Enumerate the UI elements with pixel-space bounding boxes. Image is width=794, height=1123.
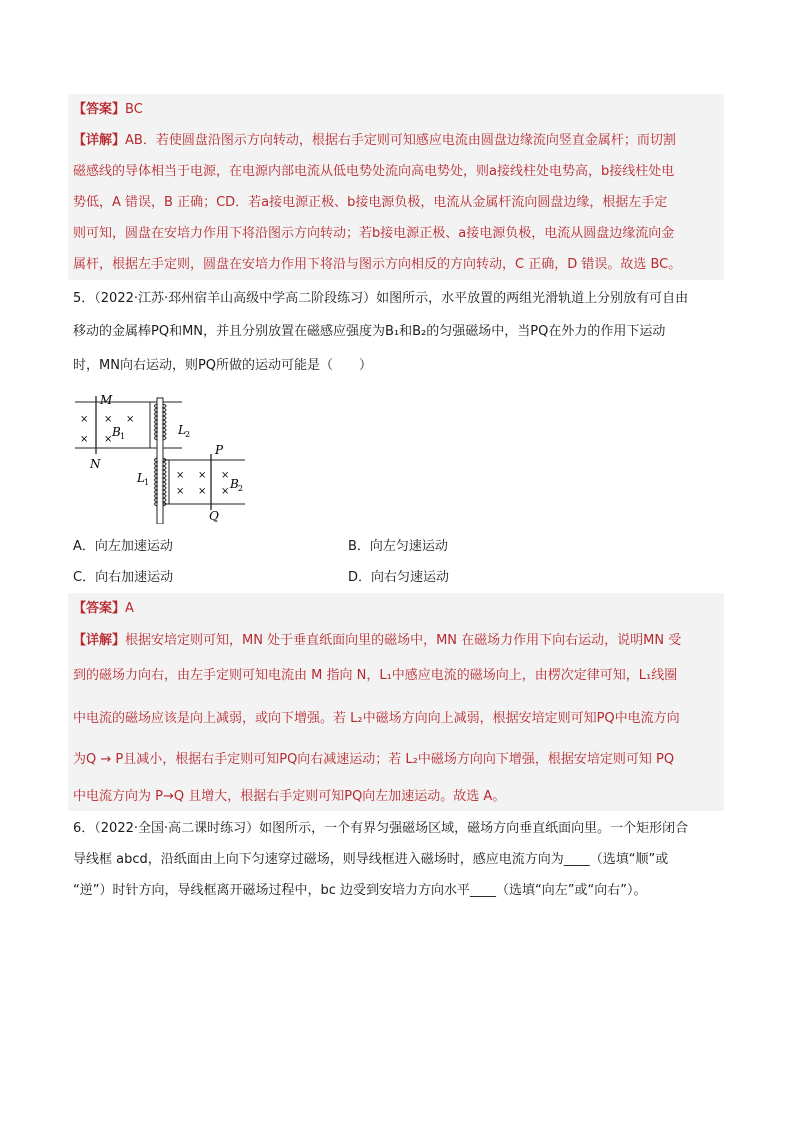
cross-mark: × (176, 486, 185, 497)
q5-answer-block (68, 593, 724, 811)
q4-detail-line-4: 则可知，圆盘在安培力作用下将沿图示方向转动；若b接电源正极、a接电源负极，电流从圆盘边缘流向金 (73, 226, 675, 241)
label-Q: Q (209, 509, 219, 523)
q5-answer-value: A (125, 601, 134, 616)
q4-detail-label: 【详解】 (73, 133, 126, 148)
q5-circuit-figure (70, 392, 260, 524)
label-M: M (100, 393, 113, 407)
q5-detail-text-1: 根据安培定则可知，MN 处于垂直纸面向里的磁场中，MN 在磁场力作用下向右运动，说明MN 受 (125, 633, 682, 648)
cross-mark: × (221, 486, 230, 497)
q5-detail-line-4: 为Q → P且减小，根据右手定则可知PQ向右减速运动；若 L₂中磁场方向向下增强，根据安培定则可知 PQ (73, 752, 675, 767)
q6-stem-line-1: 6．（2022·全国·高二课时练习）如图所示，一个有界匀强磁场区域，磁场方向垂直纸面向里。一个矩形闭合 (73, 821, 689, 836)
cross-mark: × (198, 486, 207, 497)
q5-option-c: C．向右加速运动 (73, 570, 174, 585)
label-B2: B (230, 477, 239, 491)
q5-answer-label: 【答案】 (73, 601, 126, 616)
q5-detail-label: 【详解】 (73, 633, 126, 648)
q6-stem-line-3: “逆”）时针方向，导线框离开磁场过程中，bc 边受到安培力方向水平____（选填“向左”或“向右”）。 (73, 883, 647, 898)
q4-detail-line-2: 磁感线的导体相当于电源，在电源内部电流从低电势处流向高电势处，则a接线柱处电势高，b接线柱处电 (73, 164, 675, 179)
label-L2: L (178, 423, 186, 437)
q4-detail-line-3: 势低，A 错误，B 正确；CD．若a接电源正极、b接电源负极，电流从金属杆流向圆盘边缘，根据左手定 (73, 195, 668, 210)
q5-stem-line-3: 时，MN向右运动，则PQ所做的运动可能是（ ） (73, 358, 373, 373)
cross-mark: × (176, 470, 185, 481)
q4-answer-line (73, 100, 143, 120)
q4-detail-line-5: 属杆，根据左手定则，圆盘在安培力作用下将沿与图示方向相反的方向转动，C 正确，D 错误。故选 BC。 (73, 257, 682, 272)
cross-mark: × (80, 414, 89, 425)
q5-detail-line-3: 中电流的磁场应该是向上减弱，或向下增强。若 L₂中磁场方向向上减弱，根据安培定则可知PQ中电流方向 (73, 711, 680, 726)
cross-mark: × (104, 434, 113, 445)
q4-detail-line-1 (73, 131, 676, 151)
label-L2-sub: 2 (185, 430, 191, 439)
q4-answer-block (68, 94, 724, 280)
cross-mark: × (104, 414, 113, 425)
label-B1-sub: 1 (120, 432, 126, 441)
q5-detail-line-5: 中电流方向为 P→Q 且增大，根据右手定则可知PQ向左加速运动。故选 A。 (73, 789, 506, 804)
q6-stem-line-2: 导线框 abcd，沿纸面由上向下匀速穿过磁场，则导线框进入磁场时，感应电流方向为____（选填“顺”或 (73, 852, 669, 867)
q5-option-b: B．向左匀速运动 (348, 539, 448, 554)
label-N: N (90, 457, 101, 471)
q4-answer-label: 【答案】 (73, 102, 126, 117)
cross-mark: × (198, 470, 207, 481)
cross-mark: × (221, 470, 230, 481)
cross-mark: × (80, 434, 89, 445)
cross-mark: × (126, 414, 135, 425)
q5-option-a: A．向左加速运动 (73, 539, 173, 554)
q5-detail-line-1 (73, 631, 681, 651)
q4-detail-text-1: AB．若使圆盘沿图示方向转动，根据右手定则可知感应电流由圆盘边缘流向竖直金属杆；而切割 (125, 133, 676, 148)
q5-answer-line (73, 599, 134, 619)
label-L1: L (137, 471, 145, 485)
q5-detail-line-2: 到的磁场力向右，由左手定则可知电流由 M 指向 N，L₁中感应电流的磁场向上，由楞次定律可知，L₁线圈 (73, 668, 678, 683)
label-B1: B (112, 425, 121, 439)
label-L1-sub: 1 (144, 478, 150, 487)
q4-answer-value: BC (125, 102, 143, 117)
q5-stem-line-1: 5．（2022·江苏·邳州宿羊山高级中学高二阶段练习）如图所示，水平放置的两组光滑轨道上分别放有可自由 (73, 291, 689, 306)
q5-option-d: D．向右匀速运动 (348, 570, 450, 585)
label-B2-sub: 2 (238, 484, 244, 493)
label-P: P (215, 443, 224, 457)
q5-stem-line-2: 移动的金属棒PQ和MN，并且分别放置在磁感应强度为B₁和B₂的匀强磁场中，当PQ在外力的作用下运动 (73, 324, 666, 339)
